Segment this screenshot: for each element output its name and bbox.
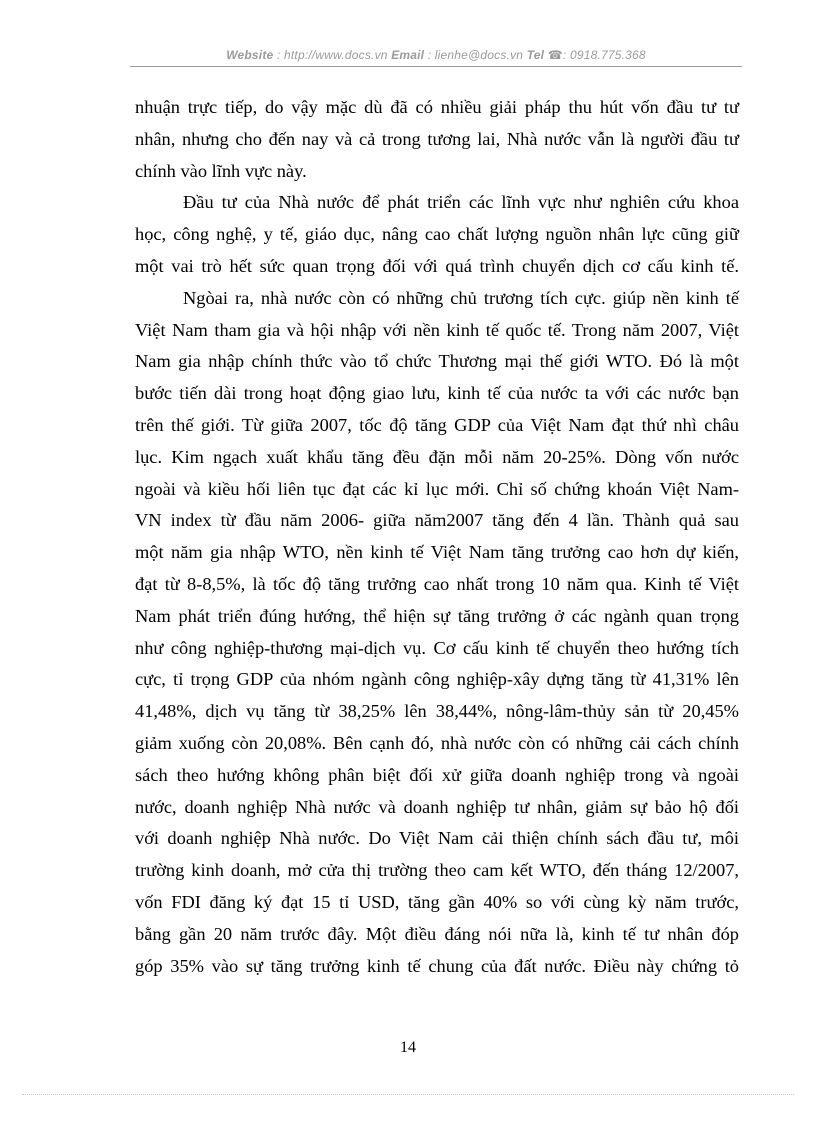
- text-line: với doanh nghiệp Nhà nước. Do Việt Nam cải thiện chính sách đầu tư, môi: [135, 828, 739, 849]
- paragraph: [135, 187, 739, 282]
- website-label: Website: [226, 48, 274, 62]
- page-bottom-divider: [22, 1094, 794, 1095]
- text-line: sách theo hướng không phân biệt đối xử giữa doanh nghiệp trong và ngoài: [135, 764, 739, 785]
- header-divider: [130, 66, 742, 67]
- text-line: Nam gia nhập chính thức vào tổ chức Thương mại thế giới WTO. Đó là một: [135, 351, 739, 372]
- text-line: VN index từ đầu năm 2006- giữa năm2007 tăng đến 4 lần. Thành quả sau: [135, 510, 739, 531]
- text-line: nhân, nhưng cho đến nay và cả trong tương lai, Nhà nước vẫn là người đầu tư: [135, 128, 739, 149]
- text-line: Ngòai ra, nhà nước còn có những chủ trương tích cực. giúp nền kinh tế: [183, 287, 739, 308]
- text-line: 41,48%, dịch vụ tăng từ 38,25% lên 38,44%, nông-lâm-thủy sản từ 20,45%: [135, 701, 739, 722]
- website-value: : http://www.docs.vn: [273, 48, 392, 62]
- text-line: bước tiến dài trong hoạt động giao lưu, kinh tế của nước ta với các nước bạn: [135, 383, 739, 404]
- tel-label: Tel: [526, 48, 545, 62]
- text-line: nhuận trực tiếp, do vậy mặc dù đã có nhiều giải pháp thu hút vốn đầu tư tư: [135, 97, 739, 117]
- text-line: Nam phát triển đúng hướng, thể hiện sự tăng trưởng ở các ngành quan trọng: [135, 605, 739, 626]
- text-line: một vai trò hết sức quan trọng đối với quá trình chuyển dịch cơ cấu kinh tế.: [135, 255, 739, 276]
- text-line: góp 35% vào sự tăng trưởng kinh tế chung của đất nước. Điều này chứng tỏ: [135, 955, 739, 976]
- text-line: Việt Nam tham gia và hội nhập với nền kinh tế quốc tế. Trong năm 2007, Việt: [135, 319, 739, 340]
- text-line: đạt từ 8-8,5%, là tốc độ tăng trưởng cao nhất trong 10 năm qua. Kinh tế Việt: [135, 573, 739, 594]
- text-line: lục. Kim ngạch xuất khẩu tăng đều đặn mỗi năm 20-25%. Dòng vốn nước: [135, 446, 739, 467]
- text-line: ngoài và kiều hối liên tục đạt các kỉ lục mới. Chỉ số chứng khoán Việt Nam-: [135, 478, 739, 499]
- text-line: cực, tỉ trọng GDP của nhóm ngành công nghiệp-xây dựng tăng từ 41,31% lên: [135, 669, 739, 690]
- paragraph: [135, 283, 739, 983]
- text-line: trường kinh doanh, mở cửa thị trường theo cam kết WTO, đến tháng 12/2007,: [135, 860, 739, 881]
- email-value: : lienhe@docs.vn: [424, 48, 527, 62]
- text-line: chính vào lĩnh vực này.: [135, 160, 307, 181]
- text-line: học, công nghệ, y tế, giáo dục, nâng cao chất lượng nguồn nhân lực cũng giữ: [135, 224, 739, 245]
- text-line: giảm xuống còn 20,08%. Bên cạnh đó, nhà nước còn có những cải cách chính: [135, 732, 739, 753]
- text-line: như công nghiệp-thương mại-dịch vụ. Cơ cấu kinh tế chuyển theo hướng tích: [135, 637, 739, 658]
- text-line: vốn FDI đăng ký đạt 15 tỉ USD, tăng gần 40% so với cùng kỳ năm trước,: [135, 891, 739, 912]
- document-body: [135, 92, 739, 982]
- page-header: [130, 48, 742, 62]
- text-line: Đầu tư của Nhà nước để phát triển các lĩnh vực như nghiên cứu khoa: [183, 192, 739, 213]
- tel-value: ☎: 0918.775.368: [544, 48, 646, 62]
- text-line: trên thế giới. Từ giữa 2007, tốc độ tăng GDP của Việt Nam đạt thứ nhì châu: [135, 414, 739, 435]
- text-line: bằng gần 20 năm trước đây. Một điều đáng nói nữa là, kinh tế tư nhân đóp: [135, 923, 739, 944]
- text-line: một năm gia nhập WTO, nền kinh tế Việt Nam tăng trưởng cao hơn dự kiến,: [135, 542, 739, 563]
- paragraph: [135, 92, 739, 187]
- page-number: 14: [400, 1039, 416, 1056]
- text-line: nước, doanh nghiệp Nhà nước và doanh nghiệp tư nhân, giảm sự bảo hộ đối: [135, 796, 739, 817]
- email-label: Email: [391, 48, 425, 62]
